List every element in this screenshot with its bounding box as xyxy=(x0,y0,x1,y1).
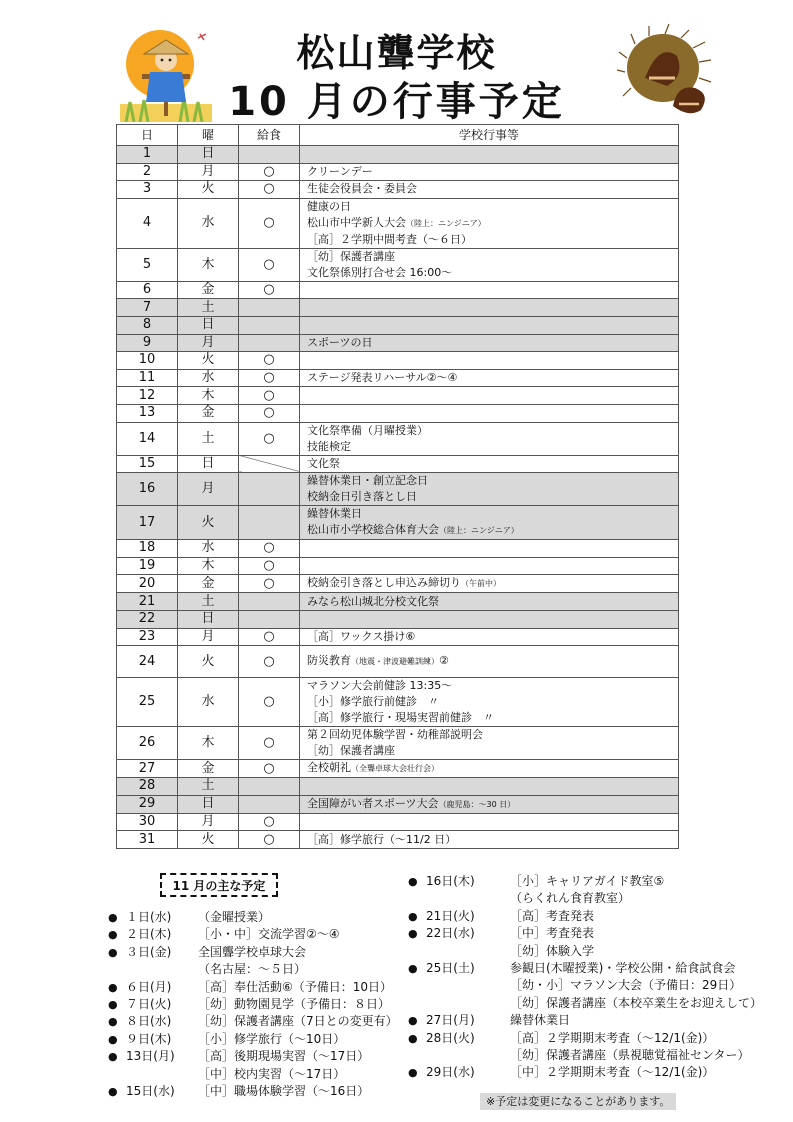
events-cell xyxy=(300,281,679,299)
list-date: 28日(火) xyxy=(426,1030,475,1045)
table-row xyxy=(117,795,679,813)
day-cell: 31 xyxy=(117,831,178,849)
events-cell xyxy=(300,146,679,164)
weekday-cell: 金 xyxy=(178,404,239,422)
list-text: ［中］職場体験学習（～16日） xyxy=(198,1084,370,1099)
table-row xyxy=(117,281,679,299)
day-cell: 22 xyxy=(117,610,178,628)
event-note: （地震・津波避難訓練） xyxy=(351,657,439,667)
events-cell xyxy=(300,760,679,778)
event-note: （鹿児島：～30 日） xyxy=(438,799,516,809)
event-line: 繰替休業日 xyxy=(307,507,362,521)
day-cell: 13 xyxy=(117,404,178,422)
events-cell xyxy=(300,727,679,760)
lunch-cell xyxy=(239,778,300,796)
day-cell: 27 xyxy=(117,760,178,778)
lunch-cell xyxy=(239,610,300,628)
day-cell: 15 xyxy=(117,455,178,473)
events-cell xyxy=(300,334,679,352)
list-item xyxy=(408,925,748,942)
bullet-icon: ● xyxy=(108,1015,118,1029)
table-row xyxy=(117,778,679,796)
list-date: 15日(水) xyxy=(126,1084,175,1099)
event-line: 生徒会役員会・委員会 xyxy=(307,182,417,196)
list-text: ［高］考査発表 xyxy=(510,908,595,923)
table-row xyxy=(117,628,679,646)
list-item xyxy=(108,944,398,961)
november-list-right xyxy=(408,873,763,1082)
day-cell: 21 xyxy=(117,593,178,611)
weekday-cell: 日 xyxy=(178,455,239,473)
list-item xyxy=(108,979,398,996)
bullet-icon: ● xyxy=(408,1066,418,1080)
table-row xyxy=(117,575,679,593)
event-line: 校納金引き落とし申込み締切り（午前中） xyxy=(307,576,501,590)
list-item xyxy=(108,1048,398,1065)
table-row xyxy=(117,248,679,281)
lunch-cell xyxy=(239,593,300,611)
lunch-cell: ○ xyxy=(239,198,300,248)
event-line: 松山市小学校総合体育大会（陸上：ニンジニア） xyxy=(307,523,519,537)
weekday-cell: 月 xyxy=(178,334,239,352)
day-cell: 11 xyxy=(117,369,178,387)
bullet-icon: ● xyxy=(108,1085,118,1099)
weekday-cell: 水 xyxy=(178,198,239,248)
lunch-cell: ○ xyxy=(239,352,300,370)
weekday-cell: 水 xyxy=(178,369,239,387)
event-note: （全聾卓球大会壮行会） xyxy=(351,764,439,774)
weekday-cell: 水 xyxy=(178,678,239,727)
month-events-title: 10 月の行事予定 xyxy=(228,79,565,125)
col-header-day: 日 xyxy=(117,125,178,146)
lunch-cell: ○ xyxy=(239,628,300,646)
bullet-icon: ● xyxy=(108,928,118,942)
weekday-cell: 土 xyxy=(178,593,239,611)
events-cell xyxy=(300,506,679,540)
col-header-events: 学校行事等 xyxy=(300,125,679,146)
table-row xyxy=(117,760,679,778)
lunch-cell: ○ xyxy=(239,369,300,387)
table-row xyxy=(117,387,679,405)
event-line: ［高］修学旅行・現場実習前健診 〃 xyxy=(307,711,494,725)
lunch-cell: ○ xyxy=(239,575,300,593)
list-item xyxy=(408,908,748,925)
lunch-cell xyxy=(239,316,300,334)
list-text: 参観日(木曜授業)・学校公開・給食試食会 xyxy=(510,961,736,976)
list-date: １日(水) xyxy=(126,910,172,924)
lunch-cell: ○ xyxy=(239,557,300,575)
weekday-cell: 木 xyxy=(178,727,239,760)
event-line: 文化祭 xyxy=(307,456,340,470)
table-row xyxy=(117,299,679,317)
events-cell xyxy=(300,352,679,370)
bullet-icon: ● xyxy=(108,911,118,924)
weekday-cell: 月 xyxy=(178,628,239,646)
list-date: ２日(木) xyxy=(126,927,172,942)
list-text: （名古屋：～５日） xyxy=(198,962,307,977)
event-line: ステージ発表リハーサル②～④ xyxy=(307,371,458,385)
event-line: 校納金日引き落とし日 xyxy=(307,490,417,504)
lunch-cell xyxy=(239,146,300,164)
events-cell xyxy=(300,540,679,558)
event-line: ［高］ワックス掛け⑥ xyxy=(307,629,416,643)
day-cell: 26 xyxy=(117,727,178,760)
list-text: ［幼］動物園見学（予備日：８日） xyxy=(198,997,391,1012)
events-cell xyxy=(300,248,679,281)
november-heading: 11 月の主な予定 xyxy=(160,873,278,897)
day-cell: 24 xyxy=(117,646,178,678)
events-cell xyxy=(300,795,679,813)
weekday-cell: 木 xyxy=(178,248,239,281)
lunch-cell: ○ xyxy=(239,727,300,760)
list-text: ［高］後期現場実習（～17日） xyxy=(198,1049,370,1064)
day-cell: 29 xyxy=(117,795,178,813)
table-row xyxy=(117,198,679,248)
day-cell: 10 xyxy=(117,352,178,370)
events-cell xyxy=(300,198,679,248)
event-line: ［幼］保護者講座 xyxy=(307,744,395,758)
table-row xyxy=(117,352,679,370)
bullet-icon: ● xyxy=(408,1014,418,1028)
list-item xyxy=(408,960,748,977)
school-name-title: 松山聾学校 xyxy=(296,31,497,75)
list-text: ［中］２学期期末考査（～12/1(金)） xyxy=(510,1065,715,1080)
table-row xyxy=(117,540,679,558)
bullet-icon: ● xyxy=(408,927,418,941)
day-cell: 18 xyxy=(117,540,178,558)
lunch-cell: ○ xyxy=(239,387,300,405)
list-text: ［幼］体験入学 xyxy=(510,943,595,958)
list-text: 繰替休業日 xyxy=(510,1013,571,1028)
bullet-icon: ● xyxy=(108,1050,118,1064)
events-cell xyxy=(300,593,679,611)
events-cell xyxy=(300,813,679,831)
lunch-cell xyxy=(239,455,300,473)
day-cell: 5 xyxy=(117,248,178,281)
table-row xyxy=(117,831,679,849)
day-cell: 30 xyxy=(117,813,178,831)
day-cell: 20 xyxy=(117,575,178,593)
day-cell: 23 xyxy=(117,628,178,646)
lunch-cell xyxy=(239,334,300,352)
table-row xyxy=(117,163,679,181)
lunch-cell: ○ xyxy=(239,422,300,455)
day-cell: 16 xyxy=(117,473,178,506)
list-date: 13日(月) xyxy=(126,1049,175,1064)
event-line: 防災教育（地震・津波避難訓練）② xyxy=(307,654,449,668)
table-row xyxy=(117,455,679,473)
list-text: ［幼・小］マラソン大会（予備日：29日） xyxy=(510,978,742,993)
event-line: ［高］２学期中間考査（～６日） xyxy=(307,232,472,246)
list-item xyxy=(408,1012,748,1029)
lunch-cell: ○ xyxy=(239,813,300,831)
event-note: （午前中） xyxy=(461,579,501,589)
events-cell xyxy=(300,831,679,849)
event-line: 文化祭係別打合せ会 16:00～ xyxy=(307,265,453,279)
list-item xyxy=(108,926,398,943)
list-item xyxy=(408,1030,748,1047)
event-line: 松山市中学新人大会（陸上：ニンジニア） xyxy=(307,215,486,229)
events-cell xyxy=(300,369,679,387)
list-date: 16日(木) xyxy=(426,874,475,888)
day-cell: 1 xyxy=(117,146,178,164)
list-text: ［中］考査発表 xyxy=(510,926,595,941)
event-note: （陸上：ニンジニア） xyxy=(406,218,486,228)
list-item xyxy=(408,943,748,960)
day-cell: 12 xyxy=(117,387,178,405)
weekday-cell: 土 xyxy=(178,778,239,796)
list-text: （らくれん食育教室） xyxy=(510,891,631,906)
event-line: スポーツの日 xyxy=(307,335,373,349)
list-text: ［小・中］交流学習②～④ xyxy=(198,927,340,942)
events-cell xyxy=(300,575,679,593)
weekday-cell: 水 xyxy=(178,540,239,558)
list-date: ７日(火) xyxy=(126,997,172,1012)
table-row xyxy=(117,473,679,506)
list-item xyxy=(408,995,763,1012)
events-cell xyxy=(300,404,679,422)
list-item xyxy=(408,977,748,994)
chestnut-illustration-icon xyxy=(615,22,715,118)
event-line: ［小］修学旅行前健診 〃 xyxy=(307,695,439,709)
weekday-cell: 木 xyxy=(178,387,239,405)
day-cell: 8 xyxy=(117,316,178,334)
list-item xyxy=(108,1013,398,1030)
table-row xyxy=(117,593,679,611)
list-date: ８日(水) xyxy=(126,1014,172,1029)
events-cell xyxy=(300,628,679,646)
events-cell xyxy=(300,778,679,796)
day-cell: 2 xyxy=(117,163,178,181)
day-cell: 3 xyxy=(117,181,178,199)
table-row xyxy=(117,506,679,540)
table-row xyxy=(117,646,679,678)
list-text: （金曜授業） xyxy=(198,910,271,924)
list-text: ［高］２学期期末考査（～12/1(金)） xyxy=(510,1030,715,1045)
lunch-cell xyxy=(239,299,300,317)
events-cell xyxy=(300,422,679,455)
events-cell xyxy=(300,557,679,575)
event-line: マラソン大会前健診 13:35～ xyxy=(307,679,453,693)
table-row xyxy=(117,678,679,727)
bullet-icon: ● xyxy=(108,998,118,1012)
day-cell: 9 xyxy=(117,334,178,352)
event-line: 健康の日 xyxy=(307,199,351,213)
table-row xyxy=(117,813,679,831)
list-date: 27日(月) xyxy=(426,1013,475,1028)
table-row xyxy=(117,422,679,455)
event-line: 繰替休業日・創立記念日 xyxy=(307,474,428,488)
events-cell xyxy=(300,455,679,473)
lunch-cell: ○ xyxy=(239,760,300,778)
lunch-cell: ○ xyxy=(239,248,300,281)
list-date: 21日(火) xyxy=(426,908,475,923)
table-row xyxy=(117,557,679,575)
list-text: ［中］校内実習（～17日） xyxy=(198,1066,346,1081)
lunch-cell xyxy=(239,506,300,540)
events-cell xyxy=(300,299,679,317)
event-line: ［幼］保護者講座 xyxy=(307,249,395,263)
list-text: 全国聾学校卓球大会 xyxy=(198,944,307,959)
list-text: ［小］キャリアガイド教室⑤ xyxy=(510,874,665,888)
list-item xyxy=(408,1047,748,1064)
event-line: 全国障がい者スポーツ大会（鹿児島：～30 日） xyxy=(307,796,516,810)
lunch-cell: ○ xyxy=(239,181,300,199)
col-header-weekday: 曜 xyxy=(178,125,239,146)
list-item xyxy=(108,1066,398,1083)
table-row xyxy=(117,727,679,760)
list-item xyxy=(108,1031,398,1048)
events-cell xyxy=(300,610,679,628)
list-date: 25日(土) xyxy=(426,961,475,976)
bullet-icon: ● xyxy=(108,945,118,959)
event-line: クリーンデー xyxy=(307,164,373,178)
november-list-left xyxy=(108,909,398,1100)
lunch-cell xyxy=(239,795,300,813)
weekday-cell: 月 xyxy=(178,473,239,506)
day-cell: 6 xyxy=(117,281,178,299)
event-line: ［高］修学旅行（～11/2 日） xyxy=(307,832,457,846)
list-item xyxy=(408,890,748,907)
lunch-cell: ○ xyxy=(239,646,300,678)
table-row xyxy=(117,404,679,422)
events-cell xyxy=(300,181,679,199)
weekday-cell: 月 xyxy=(178,813,239,831)
table-row xyxy=(117,316,679,334)
weekday-cell: 金 xyxy=(178,575,239,593)
list-item xyxy=(108,961,398,978)
event-line: 第２回幼児体験学習・幼稚部説明会 xyxy=(307,728,483,742)
lunch-cell xyxy=(239,473,300,506)
table-row xyxy=(117,146,679,164)
list-date: ６日(月) xyxy=(126,979,172,994)
weekday-cell: 日 xyxy=(178,316,239,334)
weekday-cell: 金 xyxy=(178,760,239,778)
bullet-icon: ● xyxy=(408,875,418,888)
lunch-cell: ○ xyxy=(239,404,300,422)
table-row xyxy=(117,369,679,387)
weekday-cell: 土 xyxy=(178,422,239,455)
weekday-cell: 火 xyxy=(178,831,239,849)
table-row xyxy=(117,610,679,628)
bullet-icon: ● xyxy=(108,980,118,994)
list-date: ９日(木) xyxy=(126,1031,172,1046)
day-cell: 25 xyxy=(117,678,178,727)
list-text: ［幼］保護者講座（7日との変更有） xyxy=(198,1014,398,1029)
scarecrow-illustration-icon xyxy=(120,22,212,122)
events-cell xyxy=(300,473,679,506)
events-cell xyxy=(300,646,679,678)
weekday-cell: 日 xyxy=(178,795,239,813)
event-line: 文化祭準備（月曜授業） xyxy=(307,423,428,437)
weekday-cell: 日 xyxy=(178,146,239,164)
event-line: 全校朝礼（全聾卓球大会壮行会） xyxy=(307,761,439,775)
day-cell: 28 xyxy=(117,778,178,796)
list-text: ［幼］保護者講座（県視聴覚福祉センター） xyxy=(510,1048,750,1063)
events-cell xyxy=(300,678,679,727)
event-line: みなら松山城北分校文化祭 xyxy=(307,594,439,608)
event-note: （陸上：ニンジニア） xyxy=(439,526,519,536)
list-date: ３日(金) xyxy=(126,944,172,959)
day-cell: 19 xyxy=(117,557,178,575)
weekday-cell: 火 xyxy=(178,646,239,678)
list-date: 22日(水) xyxy=(426,926,475,941)
list-text: ［小］修学旅行（～10日） xyxy=(198,1031,346,1046)
table-header-row xyxy=(117,125,679,146)
list-item xyxy=(108,996,398,1013)
bullet-icon: ● xyxy=(408,1031,418,1045)
weekday-cell: 月 xyxy=(178,163,239,181)
weekday-cell: 土 xyxy=(178,299,239,317)
col-header-lunch: 給食 xyxy=(239,125,300,146)
bullet-icon: ● xyxy=(108,1032,118,1046)
weekday-cell: 日 xyxy=(178,610,239,628)
events-cell xyxy=(300,316,679,334)
october-schedule-table xyxy=(116,124,679,849)
weekday-cell: 金 xyxy=(178,281,239,299)
table-row xyxy=(117,181,679,199)
bullet-icon: ● xyxy=(408,909,418,923)
list-item xyxy=(408,1064,748,1081)
list-date: 29日(水) xyxy=(426,1065,475,1080)
lunch-cell: ○ xyxy=(239,831,300,849)
events-cell xyxy=(300,163,679,181)
lunch-cell: ○ xyxy=(239,163,300,181)
day-cell: 17 xyxy=(117,506,178,540)
day-cell: 7 xyxy=(117,299,178,317)
list-item xyxy=(108,1083,398,1100)
list-text: ［高］奉仕活動⑥（予備日：10日） xyxy=(198,979,393,994)
day-cell: 4 xyxy=(117,198,178,248)
list-text: ［幼］保護者講座（本校卒業生をお迎えして） xyxy=(510,995,763,1010)
weekday-cell: 木 xyxy=(178,557,239,575)
lunch-cell: ○ xyxy=(239,281,300,299)
day-cell: 14 xyxy=(117,422,178,455)
table-row xyxy=(117,334,679,352)
list-item xyxy=(108,909,398,926)
lunch-cell: ○ xyxy=(239,678,300,727)
change-notice: ※予定は変更になることがあります。 xyxy=(480,1093,676,1110)
bullet-icon: ● xyxy=(408,962,418,976)
weekday-cell: 火 xyxy=(178,506,239,540)
event-line: 技能検定 xyxy=(307,439,351,453)
events-cell xyxy=(300,387,679,405)
weekday-cell: 火 xyxy=(178,352,239,370)
lunch-cell: ○ xyxy=(239,540,300,558)
weekday-cell: 火 xyxy=(178,181,239,199)
list-item xyxy=(408,873,748,890)
